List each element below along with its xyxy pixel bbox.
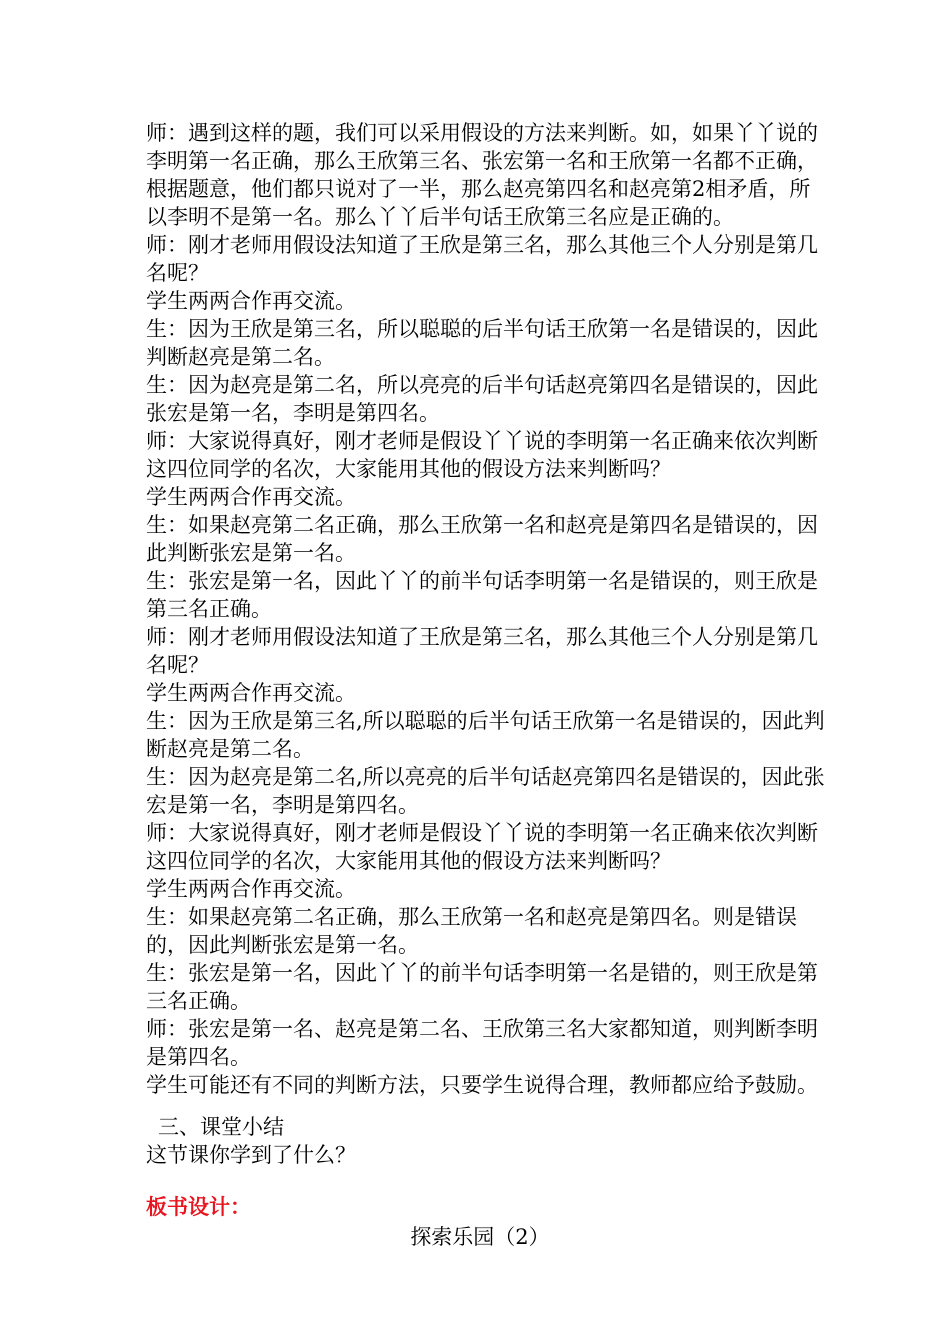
board-design-heading: 板书设计：	[146, 1195, 251, 1219]
dialogue-paragraph: 生：因为赵亮是第二名，所以亮亮的后半句话赵亮第四名是错误的，因此张宏是第一名，李明是第四名。	[146, 373, 818, 425]
board-title: 探索乐园（2）	[410, 1225, 550, 1249]
dialogue-paragraph: 学生两两合作再交流。	[146, 289, 356, 313]
dialogue-paragraph: 生：如果赵亮第二名正确，那么王欣第一名和赵亮是第四名。则是错误的，因此判断张宏是第一名。	[146, 905, 797, 957]
dialogue-paragraph: 学生两两合作再交流。	[146, 877, 356, 901]
dialogue-paragraph: 师：遇到这样的题，我们可以采用假设的方法来判断。如，如果丫丫说的李明第一名正确，那么王欣第三名、张宏第一名和王欣第一名都不正确，根据题意，他们都只说对了一半，那么赵亮第四名和赵亮第2相矛盾，所以李明不是第一名。那么丫丫后半句话王欣第三名应是正确的。	[146, 121, 818, 229]
dialogue-paragraph: 学生可能还有不同的判断方法，只要学生说得合理，教师都应给予鼓励。	[146, 1073, 818, 1097]
dialogue-paragraph: 生：因为赵亮是第二名,所以亮亮的后半句话赵亮第四名是错误的，因此张宏是第一名，李明是第四名。	[146, 765, 825, 817]
dialogue-paragraph: 学生两两合作再交流。	[146, 681, 356, 705]
dialogue-paragraph: 师：张宏是第一名、赵亮是第二名、王欣第三名大家都知道，则判断李明是第四名。	[146, 1017, 818, 1069]
dialogue-paragraph: 生：因为王欣是第三名,所以聪聪的后半句话王欣第一名是错误的，因此判断赵亮是第二名。	[146, 709, 825, 761]
dialogue-paragraph: 生：如果赵亮第二名正确，那么王欣第一名和赵亮是第四名是错误的，因此判断张宏是第一名。	[146, 513, 818, 565]
dialogue-paragraph: 生：张宏是第一名，因此丫丫的前半句话李明第一名是错的，则王欣是第三名正确。	[146, 961, 818, 1013]
dialogue-paragraph: 师：大家说得真好，刚才老师是假设丫丫说的李明第一名正确来依次判断这四位同学的名次，大家能用其他的假设方法来判断吗？	[146, 821, 818, 873]
dialogue-paragraph: 生：因为王欣是第三名，所以聪聪的后半句话王欣第一名是错误的，因此判断赵亮是第二名。	[146, 317, 818, 369]
dialogue-paragraph: 师：刚才老师用假设法知道了王欣是第三名，那么其他三个人分别是第几名呢？	[146, 233, 818, 285]
lesson-dialogue	[146, 119, 826, 1099]
dialogue-paragraph: 学生两两合作再交流。	[146, 485, 356, 509]
dialogue-paragraph: 生：张宏是第一名，因此丫丫的前半句话李明第一名是错误的，则王欣是第三名正确。	[146, 569, 818, 621]
dialogue-paragraph: 师：大家说得真好，刚才老师是假设丫丫说的李明第一名正确来依次判断这四位同学的名次，大家能用其他的假设方法来判断吗？	[146, 429, 818, 481]
document-page	[146, 119, 826, 1251]
summary-question: 这节课你学到了什么？	[146, 1143, 356, 1167]
dialogue-paragraph: 师：刚才老师用假设法知道了王欣是第三名，那么其他三个人分别是第几名呢？	[146, 625, 818, 677]
summary-heading: 三、课堂小结	[158, 1115, 284, 1139]
